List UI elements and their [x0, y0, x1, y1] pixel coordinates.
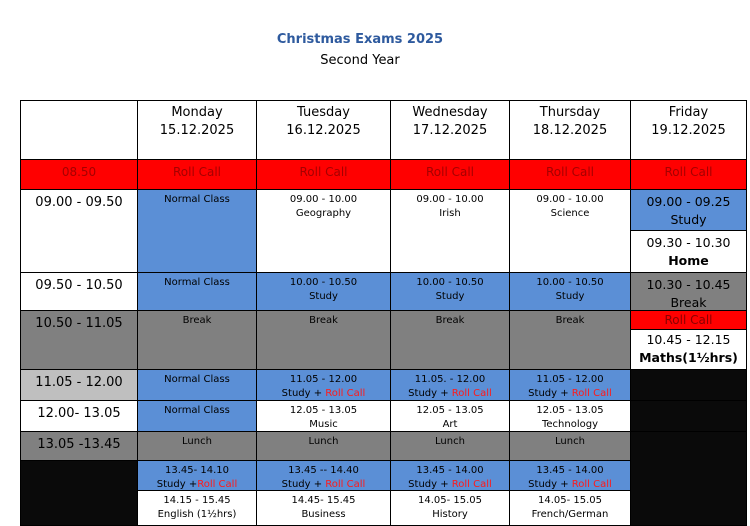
- tue-exam-geography: 09.00 - 10.00 Geography: [256, 189, 391, 273]
- wed-break: Break: [390, 310, 510, 370]
- thu-exam-science: 09.00 - 10.00 Science: [509, 189, 631, 273]
- wed-exam-art: 12.05 - 13.05 Art: [390, 400, 510, 432]
- mon-lunch: Lunch: [137, 431, 257, 461]
- mon-study-roll-call-pm: 13.45- 14.10 Study +Roll Call: [137, 460, 257, 491]
- tue-study-1: 10.00 - 10.50 Study: [256, 272, 391, 311]
- thu-study-1: 10.00 - 10.50 Study: [509, 272, 631, 311]
- tue-study-roll-call-pm: 13.45 -- 14.40 Study + Roll Call: [256, 460, 391, 491]
- wed-exam-history: 14.05- 15.05 History: [390, 490, 510, 526]
- fri-break: 10.30 - 10.45 Break: [630, 272, 747, 311]
- mon-exam-english: 14.15 - 15.45 English (1½hrs): [137, 490, 257, 526]
- day-name: Wednesday: [412, 105, 488, 120]
- day-name: Tuesday: [297, 105, 350, 120]
- time-1305: 13.05 -13.45: [20, 431, 138, 461]
- header-monday: [137, 100, 257, 160]
- header-wednesday: [390, 100, 510, 160]
- thu-exam-technology: 12.05 - 13.05 Technology: [509, 400, 631, 432]
- time-1105: 11.05 - 12.00: [20, 369, 138, 401]
- time-0850: 08.50: [20, 159, 138, 190]
- thu-exam-french-german: 14.05- 15.05 French/German: [509, 490, 631, 526]
- mon-break: Break: [137, 310, 257, 370]
- day-date: 16.12.2025: [286, 123, 361, 138]
- afternoon-blank-time: [20, 460, 138, 526]
- time-1200: 12.00- 13.05: [20, 400, 138, 432]
- thu-break: Break: [509, 310, 631, 370]
- wed-study-1: 10.00 - 10.50 Study: [390, 272, 510, 311]
- day-name: Thursday: [539, 105, 601, 120]
- thu-lunch: Lunch: [509, 431, 631, 461]
- fri-blank-3: [630, 431, 747, 526]
- header-tuesday: [256, 100, 391, 160]
- exam-timetable: [20, 100, 747, 526]
- wed-study-roll-call: 11.05. - 12.00 Study + Roll Call: [390, 369, 510, 401]
- fri-blank-1: [630, 369, 747, 401]
- day-date: 17.12.2025: [412, 123, 488, 138]
- time-0950: 09.50 - 10.50: [20, 272, 138, 311]
- fri-blank-2: [630, 400, 747, 432]
- wed-study-roll-call-pm: 13.45 - 14.00 Study + Roll Call: [390, 460, 510, 491]
- tue-exam-music: 12.05 - 13.05 Music: [256, 400, 391, 432]
- day-name: Friday: [668, 105, 709, 120]
- wed-lunch: Lunch: [390, 431, 510, 461]
- page-title: Christmas Exams 2025: [276, 32, 444, 47]
- tue-study-roll-call: 11.05 - 12.00 Study + Roll Call: [256, 369, 391, 401]
- roll-call-tuesday: Roll Call: [256, 159, 391, 190]
- time-0900: 09.00 - 09.50: [20, 189, 138, 273]
- mon-normal-class-2: Normal Class: [137, 272, 257, 311]
- wed-exam-irish: 09.00 - 10.00 Irish: [390, 189, 510, 273]
- tue-exam-business: 14.45- 15.45 Business: [256, 490, 391, 526]
- page-subtitle: Second Year: [320, 53, 400, 68]
- mon-normal-class-3: Normal Class: [137, 369, 257, 401]
- header-thursday: [509, 100, 631, 160]
- fri-exam-maths: 10.45 - 12.15 Maths(1½hrs): [630, 329, 747, 370]
- fri-roll-call: Roll Call: [630, 310, 747, 330]
- mon-normal-class-1: Normal Class: [137, 189, 257, 273]
- day-date: 19.12.2025: [651, 123, 726, 138]
- time-1050: 10.50 - 11.05: [20, 310, 138, 370]
- header-friday: [630, 100, 747, 160]
- roll-call-friday: Roll Call: [630, 159, 747, 190]
- day-date: 15.12.2025: [159, 123, 235, 138]
- tue-break: Break: [256, 310, 391, 370]
- day-name: Monday: [171, 105, 223, 120]
- roll-call-wednesday: Roll Call: [390, 159, 510, 190]
- fri-exam-home-economics: 09.30 - 10.30 Home: [630, 230, 747, 273]
- roll-call-monday: Roll Call: [137, 159, 257, 190]
- roll-call-thursday: Roll Call: [509, 159, 631, 190]
- corner-cell: [20, 100, 138, 160]
- fri-study: 09.00 - 09.25 Study: [630, 189, 747, 231]
- mon-normal-class-4: Normal Class: [137, 400, 257, 432]
- thu-study-roll-call: 11.05 - 12.00 Study + Roll Call: [509, 369, 631, 401]
- thu-study-roll-call-pm: 13.45 - 14.00 Study + Roll Call: [509, 460, 631, 491]
- tue-lunch: Lunch: [256, 431, 391, 461]
- day-date: 18.12.2025: [532, 123, 608, 138]
